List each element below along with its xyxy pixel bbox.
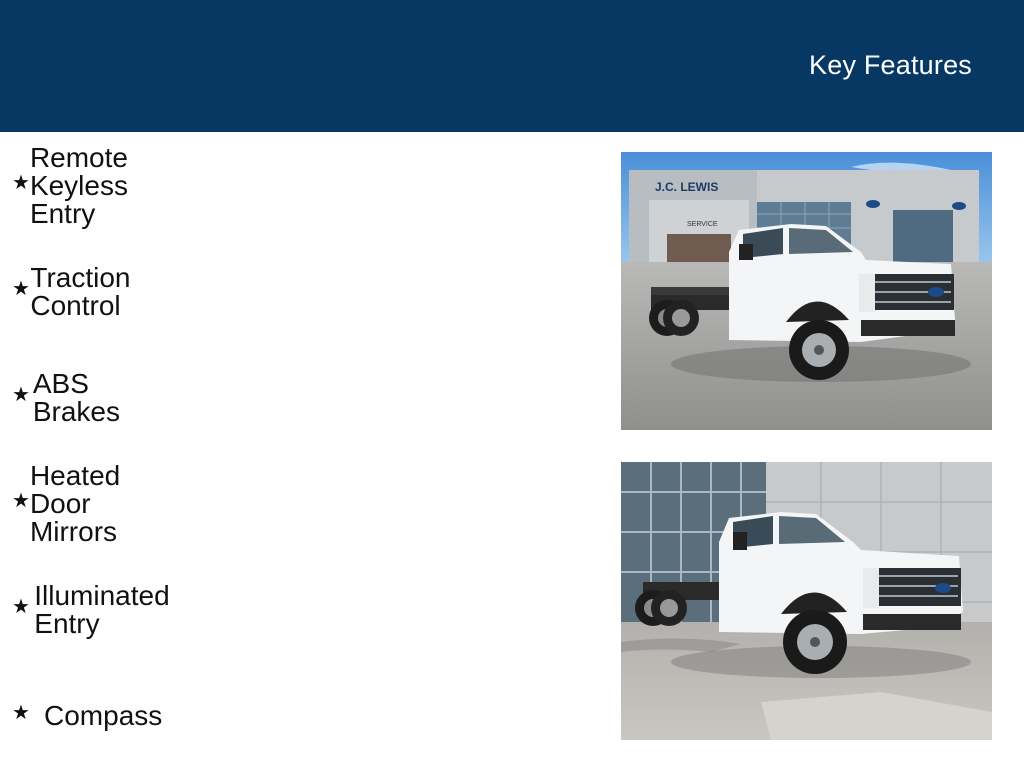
feature-item	[12, 262, 144, 321]
star-icon: ★	[12, 596, 30, 618]
feature-label: Remote Keyless Entry	[29, 142, 128, 229]
star-icon: ★	[12, 702, 30, 724]
feature-label: Heated Door Mirrors	[29, 460, 121, 547]
vehicle-photo-lot	[621, 462, 992, 740]
service-sign: SERVICE	[687, 221, 718, 228]
feature-item	[12, 460, 134, 547]
star-icon: ★	[12, 384, 30, 406]
page-title: Key Features	[809, 50, 972, 80]
dealer-sign: J.C. LEWIS	[655, 180, 719, 194]
feature-item	[12, 696, 162, 736]
star-icon: ★	[12, 278, 30, 300]
feature-label: Illuminated Entry	[34, 580, 170, 639]
feature-label: Compass	[44, 700, 163, 731]
feature-item	[12, 580, 179, 639]
feature-item	[12, 142, 142, 229]
header-banner	[0, 0, 1024, 132]
feature-item	[12, 368, 131, 427]
vehicle-photo-dealership	[621, 152, 992, 430]
star-icon: ★	[12, 490, 30, 512]
feature-label: ABS Brakes	[32, 368, 120, 427]
star-icon: ★	[12, 172, 30, 194]
feature-label: Traction Control	[30, 262, 131, 321]
